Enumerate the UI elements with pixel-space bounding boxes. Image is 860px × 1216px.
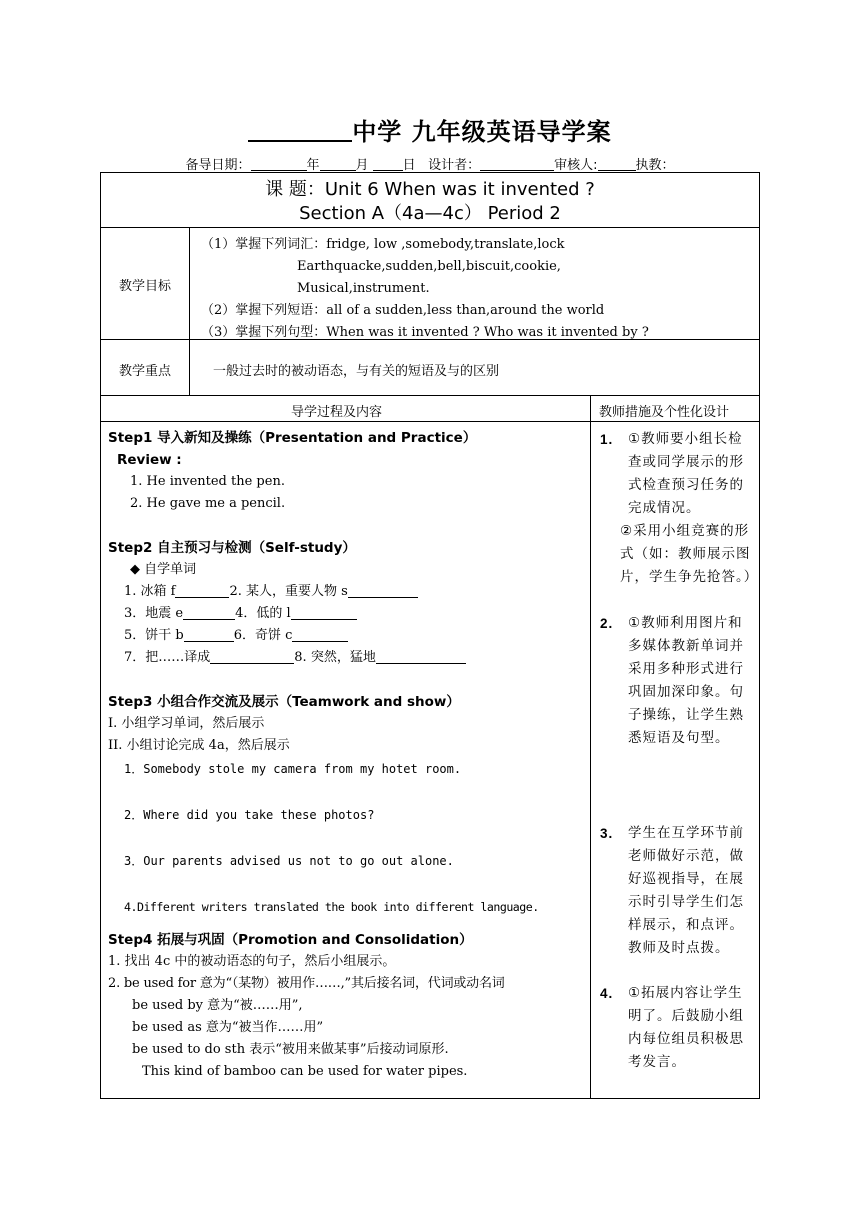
focus-text: 一般过去时的被动语态，与有关的短语及与的区别 [213, 364, 500, 379]
goals-row [101, 228, 759, 340]
designer-blank [480, 157, 554, 171]
step2-title: Step2 自主预习与检测（Self-study） [108, 540, 356, 556]
right-column-header: 教师措施及个性化设计 [599, 405, 730, 420]
topic-title: 课 题：Unit 6 When was it invented ? Section A（4a—4c） Period 2 [265, 179, 595, 224]
goals-label: 教学目标 [118, 279, 171, 294]
note-1: 1. ①教师要小组长检查或同学展示的形式检查预习任务的完成情况。 ②采用小组竞赛的形式（如：教师展示图片，学生争先抢答。） [600, 431, 759, 585]
page-title: 中学 九年级英语导学案 [0, 112, 860, 147]
day-blank [373, 157, 403, 171]
content-row [101, 422, 759, 1098]
year-blank [251, 157, 307, 171]
left-column-header: 导学过程及内容 [291, 405, 383, 420]
step3-title: Step3 小组合作交流及展示（Teamwork and show） [108, 694, 460, 710]
note-3: 3. 学生在互学环节前老师做好示范，做好巡视指导，在展示时引导学生们怎样展示，和点评。教师及时点拨。 [600, 825, 744, 956]
note-4: 4. ①拓展内容让学生明了。后鼓励小组内每位组员积极思考发言。 [600, 985, 744, 1070]
month-blank [320, 157, 356, 171]
process-content: Step1 导入新知及操练（Presentation and Practice） Review : 1. He invented the pen. 2. He gave me a pencil. Step2 自主预习与检测（Self-study） ◆ 自学单词 1. 冰箱 f 2. 某人，重要人物 s 3．地震 e 4．低的 l 5．饼干 b 6．奇饼 c 7．把……译成 8. 突然，猛地 Step3 小组合作交流及展示（Teamwork and show） I. 小组学习单词，然后展示 II. 小组讨论完成 4a，然后展示 1．Somebody stole my camera from my hotet room. 2．Where did you take these photos? 3．Our parents advised us not to go out alone. 4.Different writers translated the book into different language. Step4 拓展与巩固（Promotion and Consolidation） 1. 找出 4c 中的被动语态的句子，然后小组展示。 2. be used for 意为“（某物）被用作……,”其后接名词，代词或动名词 be used by 意为“被……用”, be used as 意为“被当作……用” be used to do sth 表示“被用来做某事”后接动词原形. This kind of bamboo can be used for water pipes. [101, 422, 589, 1083]
lesson-plan-table [100, 172, 760, 1099]
step1-title: Step1 导入新知及操练（Presentation and Practice） [108, 430, 477, 446]
reviewer-blank [598, 157, 636, 171]
vocab-row: 7．把……译成 8. 突然，猛地 [108, 647, 589, 669]
focus-row [101, 340, 759, 396]
vocab-row: 1. 冰箱 f 2. 某人，重要人物 s [108, 581, 589, 603]
vocab-row: 5．饼干 b 6．奇饼 c [108, 625, 589, 647]
focus-label: 教学重点 [118, 364, 171, 379]
goals-list: （1）掌握下列词汇：fridge, low ,somebody,translate,lock Earthquacke,sudden,bell,biscuit,cookie, Musical,instrument. （2）掌握下列短语：all of a sudden,less than,around the world （3）掌握下列句型：When was it invented ? Who was it invented by ? [201, 237, 649, 340]
vocab-row: 3．地震 e 4．低的 l [108, 603, 589, 625]
step4-title: Step4 拓展与巩固（Promotion and Consolidation） [108, 932, 473, 948]
school-name-blank [248, 120, 352, 142]
review-label: Review : [117, 452, 182, 468]
topic-row [101, 173, 759, 228]
meta-line: 备导日期： 年 月 日 设计者： 审核人: 执教： [185, 158, 675, 173]
note-2: 2. ①教师利用图片和多媒体教新单词并采用多种形式进行巩固加深印象。句子操练，让学生熟悉短语及句型。 [600, 615, 744, 746]
column-header-row [101, 396, 759, 422]
